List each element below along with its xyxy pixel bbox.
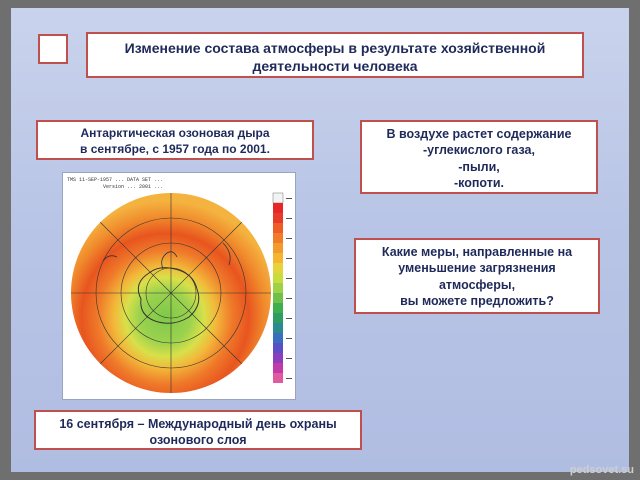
date-line-2: озонового слоя — [149, 433, 247, 448]
ozone-hole-caption — [36, 120, 314, 160]
air-line-3: -пыли, — [458, 159, 500, 174]
ozone-map-icon — [63, 173, 295, 399]
slide-title — [86, 32, 584, 78]
ozone-day-box — [34, 410, 362, 450]
air-line-4: -копоти. — [453, 175, 505, 190]
measures-question-box — [354, 238, 600, 314]
measures-line-2: уменьшение загрязнения — [398, 261, 556, 276]
measures-line-3: атмосферы, — [438, 277, 516, 292]
ozone-caption-line-2: в сентябре, с 1957 года по 2001. — [80, 141, 270, 156]
corner-square — [38, 34, 68, 64]
svg-text:Version ... 2001 ...: Version ... 2001 ... — [103, 184, 164, 190]
svg-text:TMS 11-SEP-1957 ... DATA SET: TMS 11-SEP-1957 ... DATA SET ... — [67, 177, 164, 183]
color-scale-icon — [273, 193, 292, 383]
air-content-box — [360, 120, 598, 194]
air-line-1: В воздухе растет содержание — [386, 127, 572, 141]
ozone-map-panel — [62, 172, 296, 400]
measures-line-4: вы можете предложить? — [400, 293, 554, 308]
ozone-caption-line-1: Антарктическая озоновая дыра — [80, 126, 270, 140]
watermark: pedsovet.su — [569, 464, 634, 476]
title-line-1: Изменение состава атмосферы в результате хозяйственной — [124, 40, 546, 56]
title-line-2: деятельности человека — [252, 58, 418, 75]
date-line-1: 16 сентября – Международный день охраны — [59, 417, 337, 431]
measures-line-1: Какие меры, направленные на — [381, 245, 573, 259]
air-line-2: -углекислого газа, — [423, 143, 535, 158]
